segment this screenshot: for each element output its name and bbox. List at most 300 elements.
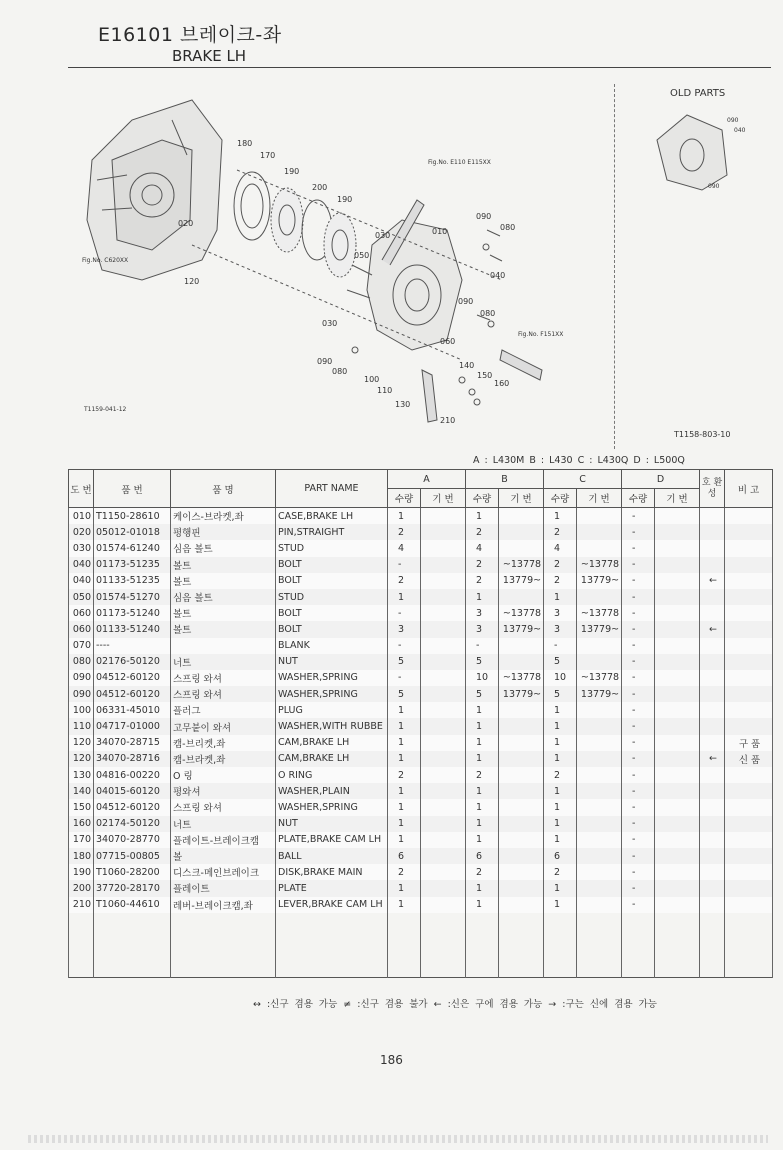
row-interchange [700,686,725,702]
row-no: 020 [69,524,94,540]
row-no: 150 [69,799,94,815]
row-sub-b: 13779~ [499,573,544,589]
row-qty-b: 1 [466,783,499,799]
header-name-en: PART NAME [276,470,388,508]
table-row [69,897,773,913]
row-qty-d: - [622,686,655,702]
row-sub-d [655,718,700,734]
row-sub-a [421,557,466,573]
row-qty-a: 1 [388,751,421,767]
row-name-kr: 너트 [171,816,276,832]
row-interchange [700,848,725,864]
row-note [725,508,773,525]
row-name-kr: 볼트 [171,621,276,637]
callout-label: 080 [332,367,348,376]
row-note [725,654,773,670]
row-note [725,670,773,686]
row-no: 130 [69,767,94,783]
row-qty-a: 5 [388,686,421,702]
row-part-no: T1060-28200 [94,864,171,880]
callout-label: 210 [440,416,456,425]
row-note [725,897,773,913]
callout-label: 030 [375,231,391,240]
row-name-en: CASE,BRAKE LH [276,508,388,525]
callout-label: 190 [284,167,300,176]
row-qty-b: 1 [466,799,499,815]
row-part-no: 04512-60120 [94,686,171,702]
row-interchange [700,799,725,815]
row-qty-b: 1 [466,751,499,767]
row-interchange: ← [700,751,725,767]
row-sub-a [421,605,466,621]
row-qty-c: 2 [544,864,577,880]
row-sub-c [577,524,622,540]
table-row [69,767,773,783]
row-sub-a [421,832,466,848]
row-name-en: STUD [276,540,388,556]
row-interchange [700,897,725,913]
row-no: 040 [69,557,94,573]
callout-label: 170 [260,151,276,160]
header-group-b: B [466,470,544,489]
table-row [69,557,773,573]
parts-table [68,469,773,979]
row-sub-b [499,864,544,880]
row-name-kr: 플러그 [171,702,276,718]
model-legend: A : L430M B : L430 C : L430Q D : L500Q [473,455,685,466]
row-name-kr: 평행핀 [171,524,276,540]
row-name-kr: 디스크-메인브레이크 [171,864,276,880]
row-name-kr: 심음 볼트 [171,540,276,556]
row-qty-d: - [622,638,655,654]
row-sub-b [499,540,544,556]
row-qty-c: 1 [544,702,577,718]
row-note [725,557,773,573]
row-qty-c: 2 [544,557,577,573]
row-sub-a [421,751,466,767]
row-qty-b: 4 [466,540,499,556]
row-sub-b [499,751,544,767]
row-qty-d: - [622,718,655,734]
row-qty-a: 1 [388,783,421,799]
row-sub-c [577,799,622,815]
row-qty-c: 3 [544,621,577,637]
row-qty-a: 1 [388,589,421,605]
row-qty-b: 1 [466,897,499,913]
row-name-kr: 스프링 와셔 [171,799,276,815]
callout-label: 090 [476,212,492,221]
row-part-no: 04816-00220 [94,767,171,783]
row-qty-b: 1 [466,880,499,896]
row-sub-d [655,767,700,783]
row-no: 090 [69,686,94,702]
row-sub-d [655,816,700,832]
row-note [725,864,773,880]
row-sub-d [655,670,700,686]
row-note [725,524,773,540]
row-qty-d: - [622,735,655,751]
row-part-no: 04512-60120 [94,670,171,686]
row-sub-d [655,638,700,654]
row-name-kr: 볼 [171,848,276,864]
row-sub-b [499,799,544,815]
row-name-en: O RING [276,767,388,783]
row-interchange: ← [700,621,725,637]
row-qty-c: 1 [544,718,577,734]
row-qty-a: - [388,638,421,654]
callout-label: 120 [184,277,200,286]
header-sub-c: 기 번 [577,489,622,508]
row-qty-b: 1 [466,508,499,525]
row-qty-c: 4 [544,540,577,556]
row-no: 100 [69,702,94,718]
row-qty-d: - [622,816,655,832]
header-group-c: C [544,470,622,489]
callout-label: 130 [395,400,411,409]
row-qty-c: 6 [544,848,577,864]
row-qty-a: 2 [388,524,421,540]
row-sub-d [655,524,700,540]
row-qty-d: - [622,799,655,815]
row-interchange [700,783,725,799]
row-qty-c: 1 [544,799,577,815]
row-interchange [700,735,725,751]
row-qty-d: - [622,880,655,896]
callout-label: 150 [477,371,493,380]
row-sub-b [499,897,544,913]
row-qty-d: - [622,702,655,718]
row-note [725,767,773,783]
row-qty-c: 2 [544,767,577,783]
row-sub-c [577,783,622,799]
table-row [69,654,773,670]
header-sub-b: 기 번 [499,489,544,508]
row-name-en: LEVER,BRAKE CAM LH [276,897,388,913]
row-part-no: T1060-44610 [94,897,171,913]
header-interchange: 호 환 성 [700,470,725,508]
row-name-kr: 캠-브라켓,좌 [171,751,276,767]
row-sub-d [655,621,700,637]
row-qty-a: 5 [388,654,421,670]
row-interchange [700,864,725,880]
row-qty-a: 4 [388,540,421,556]
row-no: 050 [69,589,94,605]
row-name-en: STUD [276,589,388,605]
header-sub-d: 기 번 [655,489,700,508]
row-name-en: WASHER,WITH RUBBE [276,718,388,734]
table-row [69,751,773,767]
row-sub-d [655,557,700,573]
row-note [725,605,773,621]
row-note [725,638,773,654]
row-sub-b: ~13778 [499,605,544,621]
table-row [69,702,773,718]
row-name-en: BALL [276,848,388,864]
row-sub-d [655,540,700,556]
row-qty-d: - [622,783,655,799]
row-qty-c: 3 [544,605,577,621]
divider-line [614,84,615,449]
row-sub-a [421,654,466,670]
row-qty-d: - [622,621,655,637]
row-sub-b [499,832,544,848]
row-part-no: 02174-50120 [94,816,171,832]
row-part-no: 34070-28770 [94,832,171,848]
row-note [725,816,773,832]
row-note [725,621,773,637]
row-sub-a [421,864,466,880]
row-note [725,540,773,556]
row-qty-b: 3 [466,621,499,637]
row-sub-c [577,832,622,848]
row-name-en: DISK,BRAKE MAIN [276,864,388,880]
row-name-en: PIN,STRAIGHT [276,524,388,540]
callout-label: 050 [354,251,370,260]
empty-row [69,961,773,978]
row-interchange [700,880,725,896]
interchange-legend: ↔ :신구 겸용 가능 ≠ :신구 겸용 불가 ← :신은 구에 겸용 가능 → :구는 신에 겸용 가능 [253,999,657,1010]
row-qty-a: - [388,557,421,573]
row-sub-a [421,897,466,913]
table-row [69,540,773,556]
row-no: 140 [69,783,94,799]
row-qty-d: - [622,767,655,783]
page-subtitle: BRAKE LH [172,47,247,65]
row-sub-c [577,638,622,654]
row-sub-d [655,686,700,702]
row-name-kr: 플레이트-브레이크캠 [171,832,276,848]
row-qty-b: 1 [466,816,499,832]
row-sub-d [655,864,700,880]
row-sub-c [577,767,622,783]
callout-label: 200 [312,183,328,192]
row-note [725,848,773,864]
row-interchange [700,638,725,654]
row-qty-a: 2 [388,767,421,783]
row-part-no: 01133-51235 [94,573,171,589]
row-sub-d [655,848,700,864]
row-note [725,832,773,848]
old-part-callout: 040 [734,127,746,134]
row-sub-a [421,573,466,589]
row-qty-b: 6 [466,848,499,864]
row-sub-c: ~13778 [577,605,622,621]
row-name-en: BOLT [276,557,388,573]
row-sub-b [499,718,544,734]
row-name-en: WASHER,SPRING [276,799,388,815]
row-sub-d [655,880,700,896]
table-row [69,816,773,832]
row-name-en: WASHER,SPRING [276,670,388,686]
row-qty-d: - [622,897,655,913]
row-qty-a: 1 [388,799,421,815]
row-qty-b: 5 [466,686,499,702]
row-interchange [700,540,725,556]
row-name-kr: 심음 볼트 [171,589,276,605]
row-sub-a [421,638,466,654]
callout-label: 160 [494,379,510,388]
row-sub-b: 13779~ [499,686,544,702]
row-qty-a: 1 [388,880,421,896]
row-name-en: CAM,BRAKE LH [276,735,388,751]
row-qty-d: - [622,654,655,670]
row-qty-a: 1 [388,897,421,913]
row-part-no: 01574-51270 [94,589,171,605]
row-qty-c: 1 [544,508,577,525]
row-no: 120 [69,751,94,767]
row-qty-a: 1 [388,508,421,525]
callout-label: 010 [432,227,448,236]
row-qty-d: - [622,848,655,864]
row-name-kr: 케이스-브라켓,좌 [171,508,276,525]
row-name-en: NUT [276,654,388,670]
row-sub-c [577,508,622,525]
row-sub-b [499,524,544,540]
row-note [725,589,773,605]
table-row [69,735,773,751]
row-part-no: T1150-28610 [94,508,171,525]
figure-reference: Fig.No. E110 E115XX [428,159,491,166]
table-row [69,605,773,621]
header-qty-d: 수량 [622,489,655,508]
row-qty-d: - [622,524,655,540]
callout-label: 020 [178,219,194,228]
table-row [69,783,773,799]
row-sub-b [499,654,544,670]
callout-label: 140 [459,361,475,370]
title-rule [68,67,771,68]
row-sub-a [421,702,466,718]
row-sub-b [499,783,544,799]
row-sub-d [655,702,700,718]
header-name-kr: 품 명 [171,470,276,508]
row-sub-d [655,783,700,799]
row-no: 030 [69,540,94,556]
row-qty-c: 1 [544,897,577,913]
row-interchange [700,718,725,734]
callout-label: 190 [337,195,353,204]
row-sub-c: ~13778 [577,670,622,686]
row-qty-a: 2 [388,573,421,589]
row-name-kr: 레버-브레이크캠,좌 [171,897,276,913]
row-sub-c [577,654,622,670]
table-row [69,880,773,896]
row-sub-b [499,735,544,751]
row-name-kr: 볼트 [171,605,276,621]
row-qty-d: - [622,508,655,525]
figure-reference: Fig.No. F151XX [518,331,564,338]
row-sub-a [421,718,466,734]
row-qty-d: - [622,573,655,589]
row-qty-b: 2 [466,767,499,783]
header-qty-b: 수량 [466,489,499,508]
row-name-en: NUT [276,816,388,832]
row-interchange: ← [700,573,725,589]
row-qty-c: 1 [544,735,577,751]
page-number: 186 [380,1053,403,1067]
row-sub-c [577,589,622,605]
row-part-no: 04015-60120 [94,783,171,799]
row-sub-b [499,767,544,783]
table-row [69,508,773,525]
header-sub-a: 기 번 [421,489,466,508]
row-qty-c: 2 [544,524,577,540]
row-interchange [700,589,725,605]
callout-label: 080 [500,223,516,232]
row-part-no: ---- [94,638,171,654]
row-qty-b: 1 [466,589,499,605]
row-interchange [700,557,725,573]
row-sub-c [577,540,622,556]
figure-code: T1158-803-10 [674,430,731,439]
row-part-no: 05012-01018 [94,524,171,540]
row-qty-a: 1 [388,718,421,734]
row-sub-c [577,816,622,832]
row-sub-b [499,880,544,896]
header-qty-c: 수량 [544,489,577,508]
row-qty-b: 2 [466,864,499,880]
row-sub-c: 13779~ [577,621,622,637]
row-name-en: WASHER,SPRING [276,686,388,702]
table-row [69,670,773,686]
row-qty-b: 10 [466,670,499,686]
row-sub-c [577,702,622,718]
old-parts-label: OLD PARTS [670,88,726,99]
empty-row [69,945,773,961]
row-sub-d [655,751,700,767]
row-sub-a [421,508,466,525]
row-sub-c: 13779~ [577,686,622,702]
row-sub-a [421,880,466,896]
row-sub-a [421,799,466,815]
row-interchange [700,670,725,686]
row-name-kr: 고무붙이 와셔 [171,718,276,734]
row-sub-d [655,508,700,525]
scan-noise-strip [28,1135,768,1143]
row-sub-d [655,832,700,848]
row-name-kr: 너트 [171,654,276,670]
row-qty-b: 3 [466,605,499,621]
row-qty-a: 1 [388,735,421,751]
row-qty-c: 1 [544,832,577,848]
diagram-code: T1159-041-12 [84,406,127,413]
callout-label: 090 [458,297,474,306]
row-qty-a: 1 [388,832,421,848]
callout-label: 180 [237,139,253,148]
row-sub-b [499,702,544,718]
row-part-no: 04512-60120 [94,799,171,815]
row-name-en: PLATE,BRAKE CAM LH [276,832,388,848]
empty-row [69,913,773,929]
row-sub-b: ~13778 [499,670,544,686]
row-note [725,880,773,896]
table-row [69,573,773,589]
row-qty-b: - [466,638,499,654]
page-title: E16101 브레이크-좌 [98,24,282,46]
row-sub-d [655,605,700,621]
row-no: 170 [69,832,94,848]
row-sub-d [655,735,700,751]
row-name-en: BOLT [276,621,388,637]
row-no: 180 [69,848,94,864]
row-name-en: BLANK [276,638,388,654]
row-sub-c [577,718,622,734]
row-sub-c [577,735,622,751]
row-sub-a [421,589,466,605]
row-qty-b: 5 [466,654,499,670]
row-part-no: 04717-01000 [94,718,171,734]
row-part-no: 34070-28715 [94,735,171,751]
